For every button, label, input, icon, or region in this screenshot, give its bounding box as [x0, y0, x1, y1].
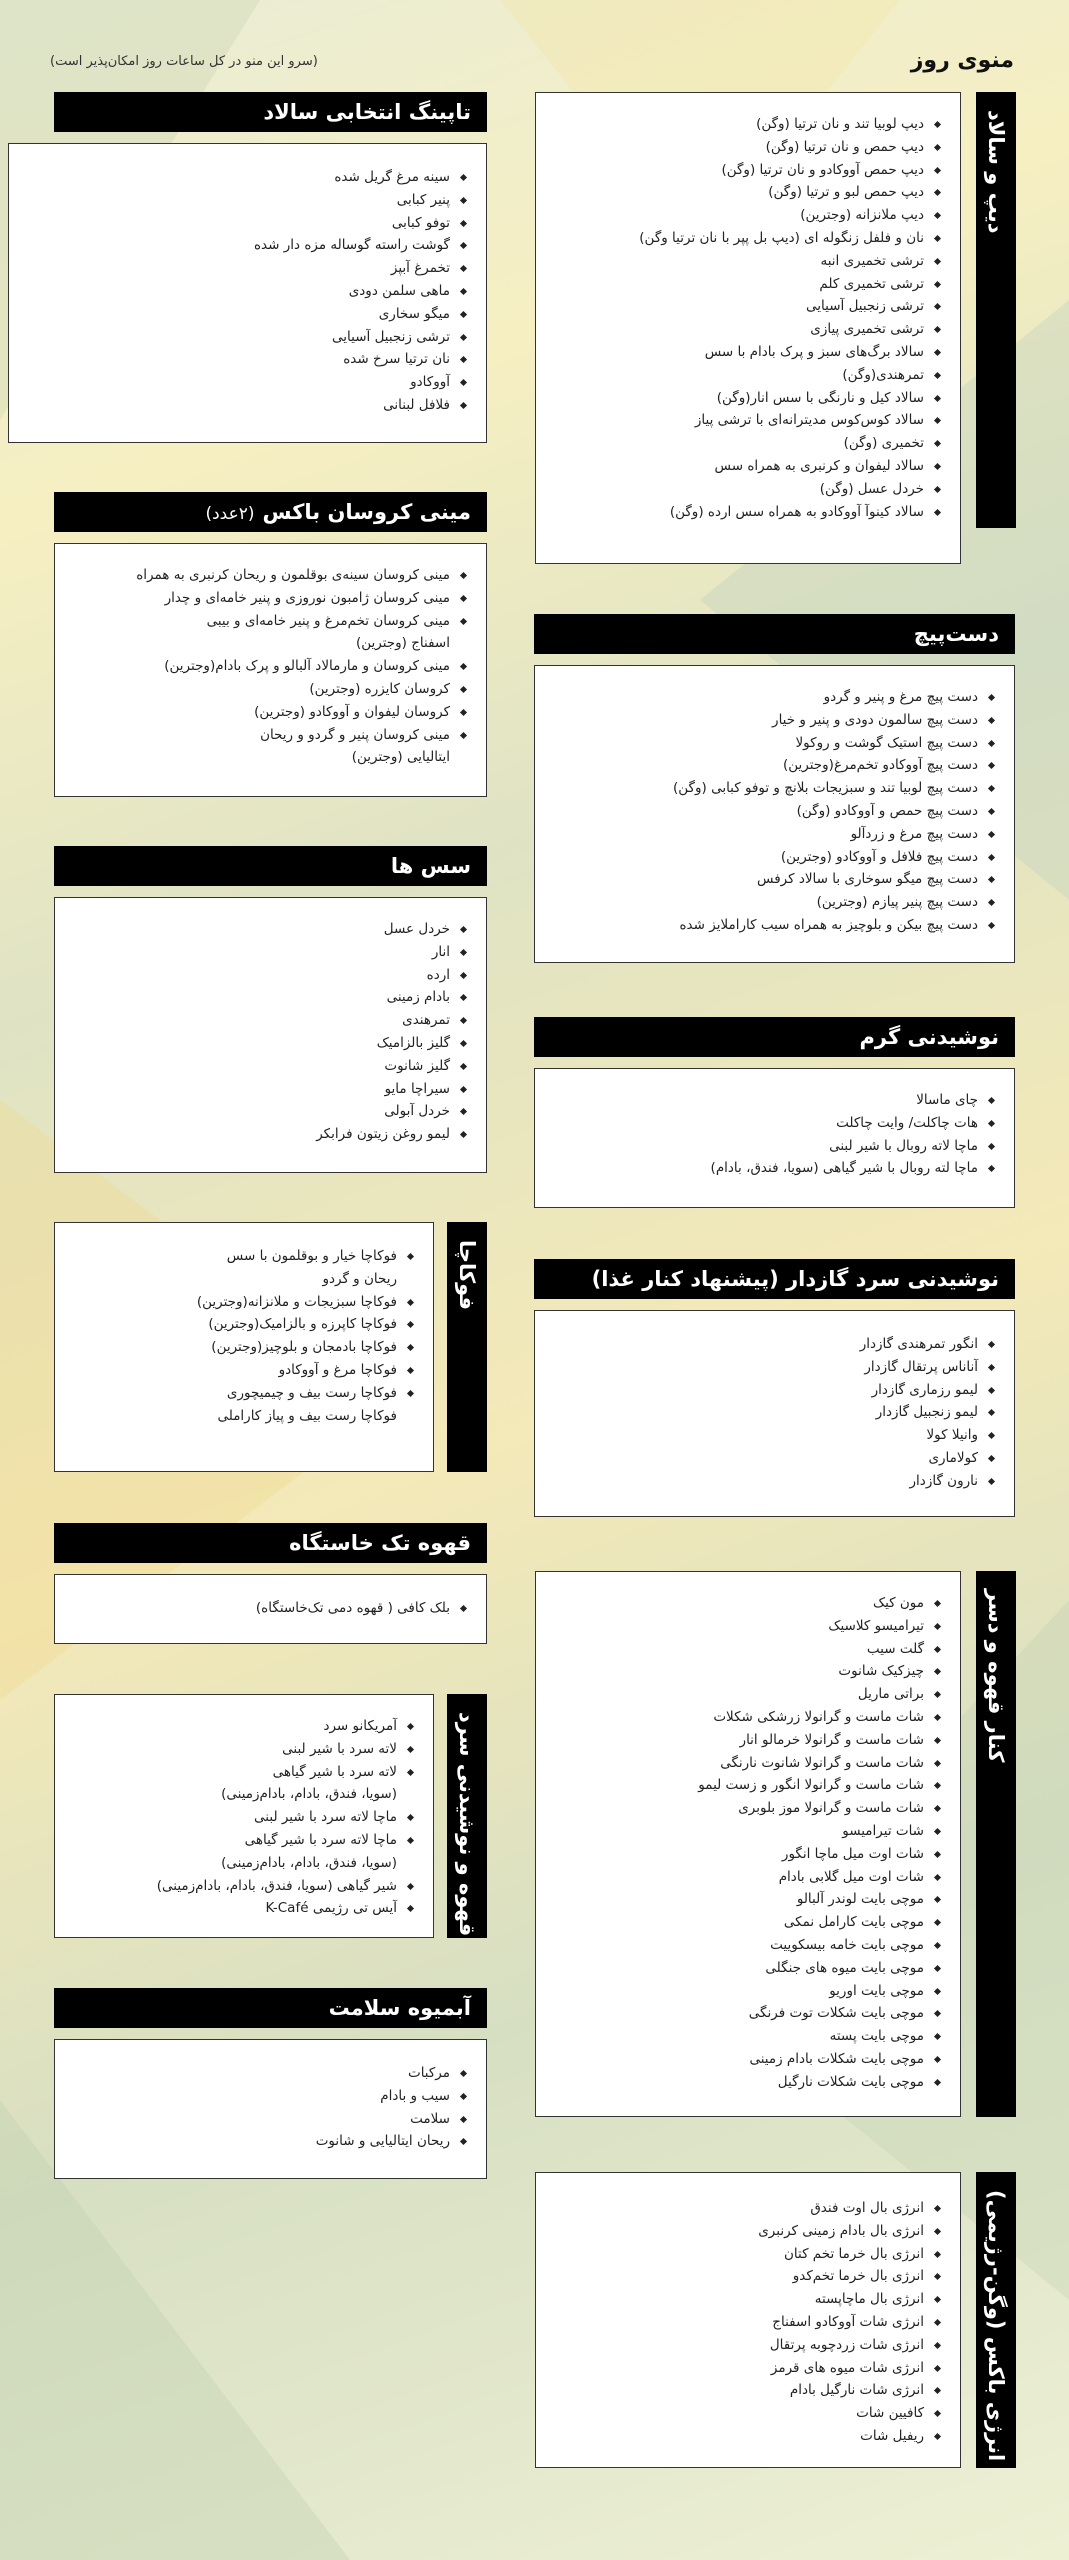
- list-item: فلافل لبنانی: [19, 394, 466, 417]
- list-item: دیپ لوبیا تند و نان ترتیا (وگن): [546, 113, 940, 136]
- list-item: ماچا لته روبال با شیر گیاهی (سویا، فندق، بادام): [545, 1157, 994, 1180]
- list-item: کروسان کایزره (وجترین): [65, 678, 466, 701]
- list-item: موچی بایت کارامل نمکی: [546, 1911, 940, 1934]
- list-item: دست پیچ فلافل و آووکادو (وجترین): [545, 846, 994, 869]
- list-item: فوکاچا رست بیف و چیمیچوری: [65, 1382, 413, 1405]
- list-item: موچی بایت خامه بیسکوییت: [546, 1934, 940, 1957]
- list-item: پنیر کبابی: [19, 189, 466, 212]
- list-item: لاته سرد با شیر گیاهی: [65, 1761, 413, 1784]
- list-item: ترشی تخمیری کلم: [546, 273, 940, 296]
- list-item: (سویا، فندق، بادام، بادام‌زمینی): [221, 1786, 397, 1803]
- list-item: انرژی شات میوه های قرمز: [546, 2357, 940, 2380]
- sandwich-box: [534, 665, 1015, 963]
- list-item: سالاد برگ‌های سبز و پرک بادام با سس: [546, 341, 940, 364]
- list-item: لیمو رزماری گازدار: [545, 1379, 994, 1402]
- list-item: فوکاچا سبزیجات و ملانزانه(وجترین): [65, 1291, 413, 1314]
- list-item: مینی کروسان سینه‌ی بوقلمون و ریحان کرنبری به همراه: [65, 564, 466, 587]
- list-item: گلت سیب: [546, 1638, 940, 1661]
- list-item: ترشی تخمیری انبه: [546, 250, 940, 273]
- page-title: منوی روز: [910, 48, 1014, 73]
- list-item: مینی کروسان پنیر و گردو و ریحان: [65, 724, 466, 747]
- list-item: دست پیچ مرغ و زردآلو: [545, 823, 994, 846]
- focaccia-list: [65, 1245, 413, 1427]
- hot-drinks-box: [534, 1068, 1015, 1208]
- list-item: انرژی بال خرما تخم‌کدو: [546, 2265, 940, 2288]
- list-item: براتی ماریل: [546, 1683, 940, 1706]
- list-item: شات ماست و گرانولا انگور و زست لیمو: [546, 1774, 940, 1797]
- list-item: مون کیک: [546, 1592, 940, 1615]
- list-item: تمرهندی: [65, 1009, 466, 1032]
- hot-drinks-list: [545, 1089, 994, 1180]
- list-item: شات تیرامیسو: [546, 1820, 940, 1843]
- list-item: هات چاکلت/ وایت چاکلت: [545, 1112, 994, 1135]
- list-item: کافیین شات: [546, 2402, 940, 2425]
- cold-drinks-list: [545, 1333, 994, 1493]
- salad-topping-box: [8, 143, 487, 443]
- list-item: شات ماست و گرانولا زرشکی شکلات: [546, 1706, 940, 1729]
- list-item: کولاماری: [545, 1447, 994, 1470]
- list-item: وانیلا کولا: [545, 1424, 994, 1447]
- coffee-dessert-list: [546, 1592, 940, 2094]
- list-item: موچی بایت شکلات بادام زمینی: [546, 2048, 940, 2071]
- list-item: ترشی زنجبیل آسیایی: [546, 295, 940, 318]
- section-title-coffee-dessert: کنار قهوه و دسر: [976, 1571, 1016, 2117]
- list-item: گلیز شانوت: [65, 1055, 466, 1078]
- list-item: (سویا، فندق، بادام، بادام‌زمینی): [221, 1854, 397, 1871]
- section-title-juice: آبمیوه سلامت: [54, 1988, 487, 2028]
- cold-coffee-list: [65, 1715, 413, 1920]
- cold-drinks-box: [534, 1310, 1015, 1517]
- list-item: مرکبات: [65, 2062, 466, 2085]
- sauces-box: [54, 897, 487, 1173]
- salad-topping-list: [19, 166, 466, 417]
- list-item: دیپ حمص و نان ترتیا (وگن): [546, 136, 940, 159]
- list-item: سلامت: [65, 2108, 466, 2131]
- list-item: دیپ حمص لبو و ترتیا (وگن): [546, 181, 940, 204]
- list-item: موچی بایت شکلات نارگیل: [546, 2071, 940, 2094]
- sandwich-list: [545, 686, 994, 937]
- list-item: موچی بایت لوندر آلبالو: [546, 1888, 940, 1911]
- list-item: ارده: [65, 964, 466, 987]
- list-item: ترشی زنجبیل آسیایی: [19, 326, 466, 349]
- list-item: انرژی شات آووکادو اسفناج: [546, 2311, 940, 2334]
- focaccia-box: [54, 1222, 434, 1472]
- energy-box: [535, 2172, 961, 2468]
- section-title-sandwich: دست‌پیچ: [534, 614, 1015, 654]
- list-item: نان و فلفل زنگوله ای (دیپ بل پپر با نان ترتیا وگن): [546, 227, 940, 250]
- list-item: موچی بایت اوریو: [546, 1980, 940, 2003]
- list-item: فوکاچا بادمجان و بلوچیز(وجترین): [65, 1336, 413, 1359]
- list-item: فوکاچا کاپرزه و بالزامیک(وجترین): [65, 1313, 413, 1336]
- list-item: خردل عسل: [65, 918, 466, 941]
- list-item: بلک کافی ( قهوه دمی تک‌خاستگاه): [65, 1597, 466, 1620]
- list-item: سالاد کینوآ آووکادو به همراه سس ارده (وگن): [546, 501, 940, 524]
- list-item: نان ترتیا سرخ شده: [19, 348, 466, 371]
- list-item: شات ماست و گرانولا شانوت نارنگی: [546, 1752, 940, 1775]
- list-item: مینی کروسان و مارمالاد آلبالو و پرک بادام(وجترین): [65, 655, 466, 678]
- list-item: فوکاچا رست بیف و پیاز کاراملی: [217, 1407, 397, 1424]
- list-item: سالاد کیل و نارنگی با سس انار(وگن): [546, 387, 940, 410]
- list-item: آناناس پرتقال گازدار: [545, 1356, 994, 1379]
- list-item: ریحان و گردو: [322, 1270, 397, 1287]
- section-title-cold-coffee: قهوه و نوشیدنی سرد: [447, 1694, 487, 1938]
- list-item: انرژی بال بادام زمینی کرنبری: [546, 2220, 940, 2243]
- list-item: سیب و بادام: [65, 2085, 466, 2108]
- list-item: ماچا لاته سرد با شیر لبنی: [65, 1806, 413, 1829]
- list-item: انگور تمرهندی گازدار: [545, 1333, 994, 1356]
- list-item: تیرامیسو کلاسیک: [546, 1615, 940, 1638]
- mini-croissant-box: [54, 543, 487, 797]
- list-item: دست پیچ سالمون دودی و پنیر و خیار: [545, 709, 994, 732]
- section-title-sauces: سس ها: [54, 846, 487, 886]
- section-title-hot-drinks: نوشیدنی گرم: [534, 1017, 1015, 1057]
- list-item: دست پیچ استیک گوشت و روکولا: [545, 732, 994, 755]
- list-item: شات ماست و گرانولا خرمالو انار: [546, 1729, 940, 1752]
- list-item: دست پیچ بیکن و بلوچیز به همراه سیب کاراملایز شده: [545, 914, 994, 937]
- dip-list: [546, 113, 940, 523]
- list-item: فوکاچا مرغ و آووکادو: [65, 1359, 413, 1382]
- list-item: دست پیچ آووکادو تخم‌مرغ(وجترین): [545, 754, 994, 777]
- list-item: مینی کروسان تخم‌مرغ و پنیر خامه‌ای و بیبی: [65, 610, 466, 633]
- list-item: گلیز بالزامیک: [65, 1032, 466, 1055]
- list-item: چای ماسالا: [545, 1089, 994, 1112]
- list-item: دست پیچ لوبیا تند و سبزیجات بلانچ و توفو کبابی (وگن): [545, 777, 994, 800]
- list-item: دست پیچ میگو سوخاری با سالاد کرفس: [545, 868, 994, 891]
- list-item: دیپ ملانزانه (وجترین): [546, 204, 940, 227]
- section-title-dip: دیپ و سالاد: [976, 92, 1016, 528]
- list-item: آیس تی رژیمی K-Café: [65, 1897, 413, 1920]
- list-item: ترشی تخمیری پیازی: [546, 318, 940, 341]
- juice-list: [65, 2062, 466, 2153]
- list-item: دیپ حمص آووکادو و نان ترتیا (وگن): [546, 159, 940, 182]
- list-item: میگو سخاری: [19, 303, 466, 326]
- list-item: گوشت راسته گوساله مزه دار شده: [19, 234, 466, 257]
- dip-box: [535, 92, 961, 564]
- list-item: اسفناج (وجترین): [355, 635, 450, 652]
- list-item: ریفیل شات: [546, 2425, 940, 2448]
- list-item: ماهی سلمن دودی: [19, 280, 466, 303]
- list-item: موچی بایت شکلات توت فرنگی: [546, 2002, 940, 2025]
- list-item: شات ماست و گرانولا موز بلوبری: [546, 1797, 940, 1820]
- list-item: انرژی بال اوت فندق: [546, 2197, 940, 2220]
- list-item: خردل آبولی: [65, 1100, 466, 1123]
- list-item: چیزکیک شانوت: [546, 1660, 940, 1683]
- coffee-dessert-box: [535, 1571, 961, 2117]
- list-item: ایتالیایی (وجترین): [351, 749, 450, 766]
- mini-croissant-list: [65, 564, 466, 769]
- list-item: سیراچا مایو: [65, 1078, 466, 1101]
- list-item: نارون گازدار: [545, 1470, 994, 1493]
- list-item: سالاد لیفوان و کرنبری به همراه سس: [546, 455, 940, 478]
- list-item: شیر گیاهی (سویا، فندق، بادام، بادام‌زمینی): [65, 1875, 413, 1898]
- list-item: انرژی شات نارگیل بادام: [546, 2379, 940, 2402]
- single-origin-box: [54, 1574, 487, 1644]
- list-item: مینی کروسان ژامبون نوروزی و پنیر خامه‌ای و چدار: [65, 587, 466, 610]
- list-item: تمرهندی(وگن): [546, 364, 940, 387]
- list-item: آووکادو: [19, 371, 466, 394]
- list-item: موچی بایت پسته: [546, 2025, 940, 2048]
- list-item: دست پیچ حمص و آووکادو (وگن): [545, 800, 994, 823]
- single-origin-list: [65, 1597, 466, 1620]
- list-item: فوکاچا خیار و بوقلمون با سس: [65, 1245, 413, 1268]
- energy-list: [546, 2197, 940, 2448]
- list-item: لیمو زنجبیل گازدار: [545, 1401, 994, 1424]
- list-item: کروسان لیفوان و آووکادو (وجترین): [65, 701, 466, 724]
- list-item: آمریکانو سرد: [65, 1715, 413, 1738]
- list-item: تخمیری (وگن): [546, 432, 940, 455]
- section-title-energy: انرژی باکس (وگن-رژیمی): [976, 2172, 1016, 2468]
- list-item: تخمرغ آبپز: [19, 257, 466, 280]
- list-item: ماچا لاته روبال با شیر لبنی: [545, 1135, 994, 1158]
- list-item: سینه مرغ گریل شده: [19, 166, 466, 189]
- list-item: بادام زمینی: [65, 986, 466, 1009]
- section-title-mini-croissant: مینی کروسان باکس(۲عدد): [54, 492, 487, 532]
- list-item: دست پیچ پنیر پیازم (وجترین): [545, 891, 994, 914]
- list-item: انار: [65, 941, 466, 964]
- section-title-focaccia: فوکاچا: [447, 1222, 487, 1472]
- list-item: انرژی بال خرما تخم کتان: [546, 2243, 940, 2266]
- list-item: خردل عسل (وگن): [546, 478, 940, 501]
- section-title-salad-topping: تاپینگ انتخابی سالاد: [54, 92, 487, 132]
- juice-box: [54, 2039, 487, 2179]
- section-title-single-origin: قهوه تک خاستگاه: [54, 1523, 487, 1563]
- list-item: لاته سرد با شیر لبنی: [65, 1738, 413, 1761]
- list-item: دست پیچ مرغ و پنیر و گردو: [545, 686, 994, 709]
- list-item: شات اوت میل گلابی بادام: [546, 1866, 940, 1889]
- list-item: سالاد کوس‌کوس مدیترانه‌ای با ترشی پیاز: [546, 409, 940, 432]
- list-item: انرژی شات زردچوبه پرتقال: [546, 2334, 940, 2357]
- list-item: شات اوت میل ماچا انگور: [546, 1843, 940, 1866]
- page-note: (سرو این منو در کل ساعات روز امکان‌پذیر است): [50, 54, 318, 69]
- list-item: انرژی بال ماچا‌پسته: [546, 2288, 940, 2311]
- list-item: موچی بایت میوه های جنگلی: [546, 1957, 940, 1980]
- sauces-list: [65, 918, 466, 1146]
- list-item: ریحان ایتالیایی و شانوت: [65, 2130, 466, 2153]
- list-item: لیمو روغن زیتون فرابکر: [65, 1123, 466, 1146]
- section-title-cold-drinks: نوشیدنی سرد گازدار (پیشنهاد کنار غذا): [534, 1259, 1015, 1299]
- list-item: ماچا لاته سرد با شیر گیاهی: [65, 1829, 413, 1852]
- list-item: توفو کبابی: [19, 212, 466, 235]
- cold-coffee-box: [54, 1694, 434, 1938]
